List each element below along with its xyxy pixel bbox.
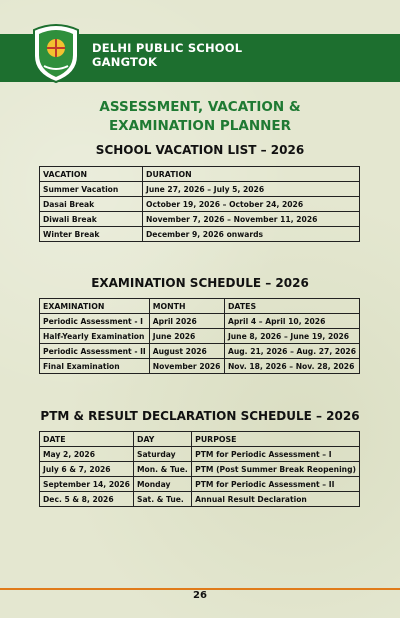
table-cell: Diwali Break	[40, 212, 143, 227]
table-row	[40, 344, 360, 359]
table-cell: October 19, 2026 – October 24, 2026	[143, 197, 360, 212]
table-cell: Saturday	[133, 447, 191, 462]
table-cell: April 4 – April 10, 2026	[224, 314, 359, 329]
table-row	[40, 329, 360, 344]
table-cell: Nov. 18, 2026 – Nov. 28, 2026	[224, 359, 359, 374]
ptm-table	[39, 431, 360, 507]
table-cell: Sat. & Tue.	[133, 492, 191, 507]
table-row	[40, 212, 360, 227]
table-cell: June 8, 2026 – June 19, 2026	[224, 329, 359, 344]
table-cell: Dasai Break	[40, 197, 143, 212]
column-header: DAY	[133, 432, 191, 447]
ptm-heading: PTM & RESULT DECLARATION SCHEDULE – 2026	[40, 409, 360, 423]
school-name-line1: DELHI PUBLIC SCHOOL	[92, 41, 243, 55]
table-row	[40, 462, 360, 477]
table-row	[40, 227, 360, 242]
table-row	[40, 492, 360, 507]
exam-heading: EXAMINATION SCHEDULE – 2026	[91, 276, 309, 290]
table-cell: PTM for Periodic Assessment – I	[192, 447, 360, 462]
column-header: DATE	[40, 432, 134, 447]
table-row	[40, 447, 360, 462]
column-header: DURATION	[143, 167, 360, 182]
table-header-row	[40, 167, 360, 182]
page-title-line1: ASSESSMENT, VACATION &	[99, 99, 301, 115]
table-header-row	[40, 432, 360, 447]
column-header: VACATION	[40, 167, 143, 182]
table-cell: December 9, 2026 onwards	[143, 227, 360, 242]
table-cell: Periodic Assessment - II	[40, 344, 150, 359]
table-cell: November 2026	[149, 359, 224, 374]
column-header: DATES	[224, 299, 359, 314]
school-name	[92, 41, 242, 69]
table-cell: Monday	[133, 477, 191, 492]
page-title-line2: EXAMINATION PLANNER	[108, 118, 292, 134]
table-cell: Periodic Assessment - I	[40, 314, 150, 329]
table-cell: August 2026	[149, 344, 224, 359]
table-cell: PTM for Periodic Assessment – II	[192, 477, 360, 492]
table-cell: Dec. 5 & 8, 2026	[40, 492, 134, 507]
school-crest-icon	[30, 22, 82, 84]
page-title	[0, 98, 400, 136]
school-name-line2: GANGTOK	[92, 55, 158, 69]
exam-table	[39, 298, 360, 374]
table-cell: Summer Vacation	[40, 182, 143, 197]
table-row	[40, 314, 360, 329]
column-header: PURPOSE	[192, 432, 360, 447]
table-cell: November 7, 2026 – November 11, 2026	[143, 212, 360, 227]
table-cell: June 2026	[149, 329, 224, 344]
column-header: MONTH	[149, 299, 224, 314]
page-number: 26	[193, 590, 207, 601]
vacation-table	[39, 166, 360, 242]
table-row	[40, 477, 360, 492]
table-row	[40, 182, 360, 197]
table-row	[40, 197, 360, 212]
column-header: EXAMINATION	[40, 299, 150, 314]
table-header-row	[40, 299, 360, 314]
table-cell: PTM (Post Summer Break Reopening)	[192, 462, 360, 477]
table-cell: April 2026	[149, 314, 224, 329]
table-cell: Final Examination	[40, 359, 150, 374]
table-cell: Half-Yearly Examination	[40, 329, 150, 344]
table-cell: September 14, 2026	[40, 477, 134, 492]
table-cell: Aug. 21, 2026 – Aug. 27, 2026	[224, 344, 359, 359]
vacation-heading: SCHOOL VACATION LIST – 2026	[95, 143, 305, 157]
table-row	[40, 359, 360, 374]
table-cell: July 6 & 7, 2026	[40, 462, 134, 477]
table-cell: Mon. & Tue.	[133, 462, 191, 477]
table-cell: Winter Break	[40, 227, 143, 242]
table-cell: May 2, 2026	[40, 447, 134, 462]
table-cell: June 27, 2026 – July 5, 2026	[143, 182, 360, 197]
table-cell: Annual Result Declaration	[192, 492, 360, 507]
